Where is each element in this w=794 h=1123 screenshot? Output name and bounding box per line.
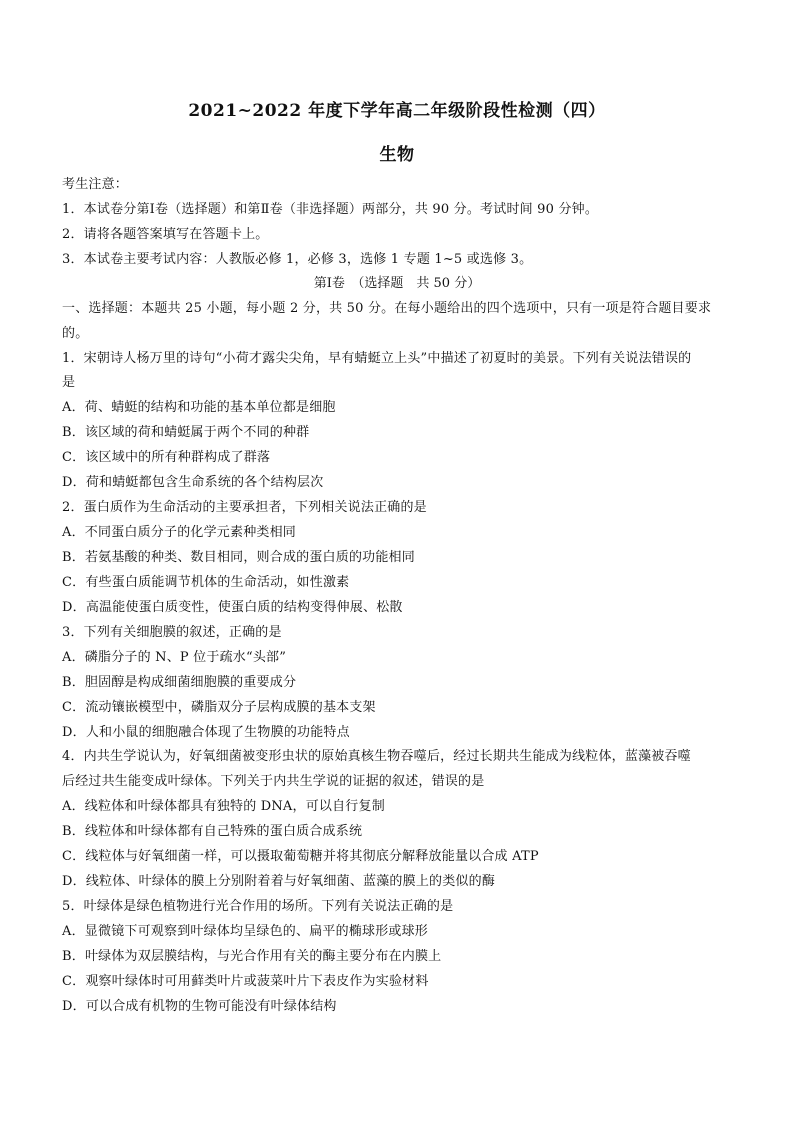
- question-option: B．线粒体和叶绿体都有自己特殊的蛋白质合成系统: [62, 824, 363, 839]
- question-stem: 是: [62, 375, 76, 390]
- notice-item: 1．本试卷分第Ⅰ卷（选择题）和第Ⅱ卷（非选择题）两部分，共 90 分。考试时间 90 分钟。: [62, 202, 599, 217]
- question-stem: 4．内共生学说认为，好氧细菌被变形虫状的原始真核生物吞噬后，经过长期共生能成为线粒体，蓝藻被吞噬: [62, 749, 691, 764]
- question-option: B．若氨基酸的种类、数目相同，则合成的蛋白质的功能相同: [62, 550, 415, 565]
- question-option: B．叶绿体为双层膜结构，与光合作用有关的酶主要分布在内膜上: [62, 949, 442, 964]
- question-option: D．荷和蜻蜓都包含生命系统的各个结构层次: [62, 475, 324, 490]
- question-option: A．磷脂分子的 N、P 位于疏水“头部”: [62, 650, 287, 665]
- question-option: C．有些蛋白质能调节机体的生命活动，如性激素: [62, 575, 350, 590]
- exam-title: 2021~2022 年度下学年高二年级阶段性检测（四）: [188, 101, 606, 121]
- question-option: D．线粒体、叶绿体的膜上分别附着着与好氧细菌、蓝藻的膜上的类似的酶: [62, 874, 496, 889]
- notice-heading: 考生注意：: [62, 177, 129, 192]
- question-option: C．该区域中的所有种群构成了群落: [62, 450, 271, 465]
- question-option: C．流动镶嵌模型中，磷脂双分子层构成膜的基本支架: [62, 700, 376, 715]
- question-option: B．胆固醇是构成细菌细胞膜的重要成分: [62, 675, 297, 690]
- notice-item: 2．请将各题答案填写在答题卡上。: [62, 227, 269, 242]
- notice-item: 3．本试卷主要考试内容：人教版必修 1，必修 3，选修 1 专题 1~5 或选修 3。: [62, 252, 533, 267]
- question-stem: 5．叶绿体是绿色植物进行光合作用的场所。下列有关说法正确的是: [62, 899, 454, 914]
- section-instruction: 一、选择题：本题共 25 小题，每小题 2 分，共 50 分。在每小题给出的四个选项中，只有一项是符合题目要求: [62, 301, 712, 316]
- question-option: D．可以合成有机物的生物可能没有叶绿体结构: [62, 999, 337, 1014]
- subject-title: 生物: [379, 145, 415, 165]
- question-option: A．不同蛋白质分子的化学元素种类相同: [62, 525, 296, 540]
- section-instruction: 的。: [62, 326, 89, 341]
- question-option: D．高温能使蛋白质变性，使蛋白质的结构变得伸展、松散: [62, 600, 403, 615]
- question-stem: 3．下列有关细胞膜的叙述，正确的是: [62, 625, 282, 640]
- question-option: A．显微镜下可观察到叶绿体均呈绿色的、扁平的椭球形或球形: [62, 924, 428, 939]
- question-option: B．该区域的荷和蜻蜓属于两个不同的种群: [62, 425, 310, 440]
- question-option: C．线粒体与好氧细菌一样，可以摄取葡萄糖并将其彻底分解释放能量以合成 ATP: [62, 849, 539, 864]
- question-option: A．荷、蜻蜓的结构和功能的基本单位都是细胞: [62, 400, 336, 415]
- question-stem: 1．宋朝诗人杨万里的诗句“小荷才露尖尖角，早有蜻蜓立上头”中描述了初夏时的美景。下列有关说法错误的: [62, 351, 692, 366]
- question-stem: 后经过共生能变成叶绿体。下列关于内共生学说的证据的叙述，错误的是: [62, 774, 485, 789]
- section-title: 第Ⅰ卷 （选择题 共 50 分）: [313, 276, 481, 291]
- question-option: C．观察叶绿体时可用藓类叶片或菠菜叶片下表皮作为实验材料: [62, 974, 429, 989]
- question-stem: 2．蛋白质作为生命活动的主要承担者，下列相关说法正确的是: [62, 500, 427, 515]
- question-option: D．人和小鼠的细胞融合体现了生物膜的功能特点: [62, 725, 350, 740]
- question-option: A．线粒体和叶绿体都具有独特的 DNA，可以自行复制: [62, 799, 385, 814]
